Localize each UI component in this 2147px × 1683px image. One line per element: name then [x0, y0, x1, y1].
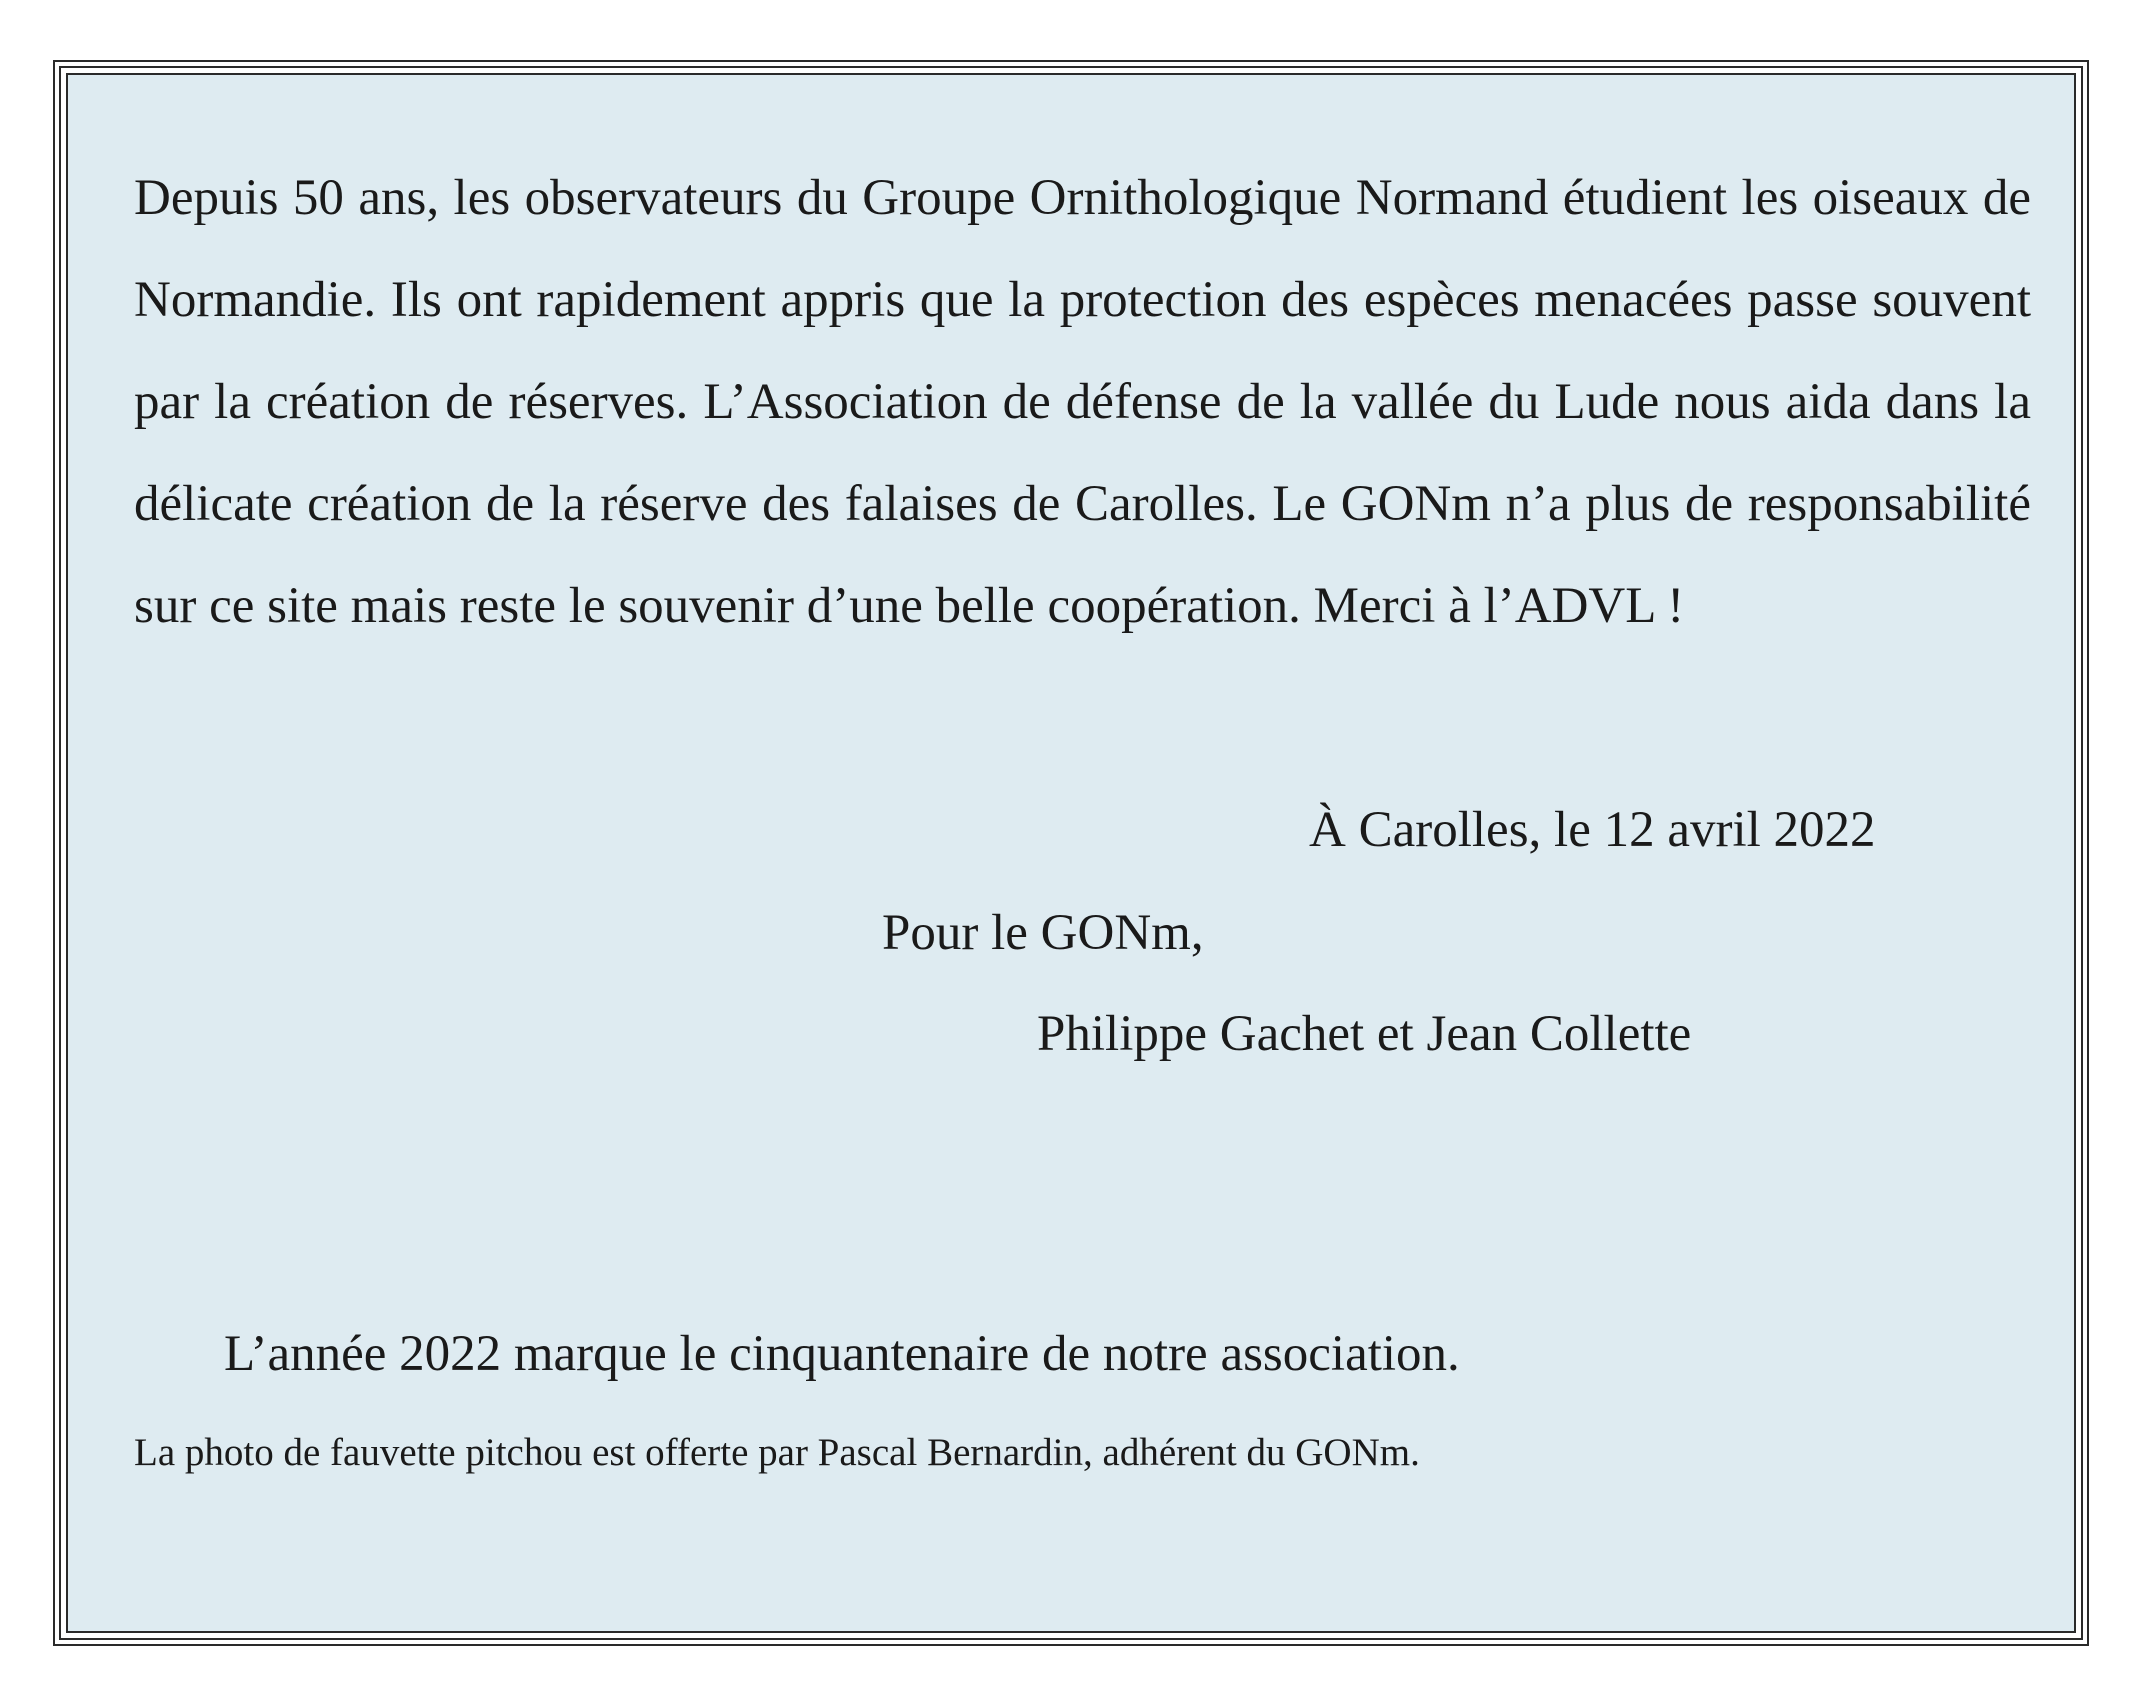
signatories: Philippe Gachet et Jean Collette: [1037, 1006, 1692, 1062]
anniversary-note: L’année 2022 marque le cinquantenaire de notre association.: [224, 1326, 1460, 1382]
letter-panel: [66, 73, 2076, 1633]
date-place: À Carolles, le 12 avril 2022: [1309, 802, 1876, 858]
on-behalf-line: Pour le GONm,: [882, 905, 1204, 961]
frame-middle-rule: [59, 66, 2083, 1640]
photo-credit: La photo de fauvette pitchou est offerte par Pascal Bernardin, adhérent du GONm.: [134, 1431, 1420, 1474]
page-frame: [53, 60, 2089, 1646]
letter-body: Depuis 50 ans, les observateurs du Groupe Ornithologique Normand étudient les oiseaux de Normandie. Ils ont rapidement appris que la protection des espèces menacées passe souvent par la création de réserves. L’Association de défense de la vallée du Lude nous aida dans la délicate création de la réserve des falaises de Carolles. Le GONm n’a plus de responsabilité sur ce site mais reste le souvenir d’une belle coopération. Merci à l’ADVL !: [134, 170, 2031, 634]
